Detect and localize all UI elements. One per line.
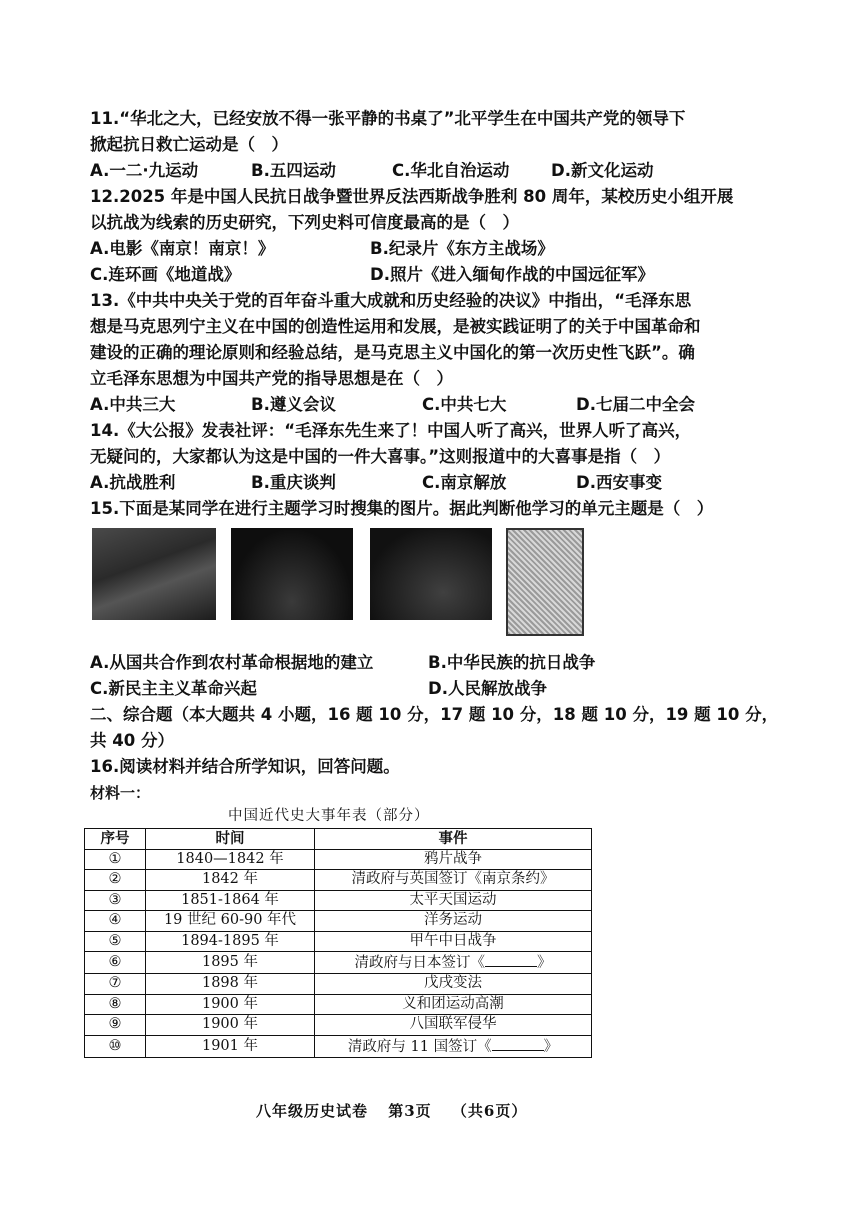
table-row xyxy=(85,890,592,911)
table-row xyxy=(85,952,592,974)
row-no: ⑥ xyxy=(85,952,146,974)
q14-option-a[interactable]: A.抗战胜利 xyxy=(90,473,176,492)
material-one-label: 材料一： xyxy=(90,784,151,802)
row-time: 19 世纪 60-90 年代 xyxy=(146,911,315,932)
q12-stem-line2: 以抗战为线索的历史研究，下列史料可信度最高的是（ ） xyxy=(90,213,519,232)
q13-stem-line4: 立毛泽东思想为中国共产党的指导思想是在（ ） xyxy=(90,369,453,388)
q12-stem-line1: 12.2025 年是中国人民抗日战争暨世界反法西斯战争胜利 80 周年，某校历史小组开展 xyxy=(90,187,734,206)
row-event: 鸦片战争 xyxy=(315,849,592,870)
table-title: 中国近代史大事年表（部分） xyxy=(228,808,430,824)
q15-option-b[interactable]: B.中华民族的抗日战争 xyxy=(428,653,596,672)
table-row xyxy=(85,849,592,870)
row-time: 1901 年 xyxy=(146,1035,315,1057)
row-event: 八国联军侵华 xyxy=(315,1015,592,1036)
row-time: 1900 年 xyxy=(146,1015,315,1036)
row-event: 太平天国运动 xyxy=(315,890,592,911)
table-row xyxy=(85,911,592,932)
row-event-fill-in xyxy=(315,1035,592,1057)
row-time: 1900 年 xyxy=(146,994,315,1015)
q12-option-a[interactable]: A.电影《南京！南京！》 xyxy=(90,239,275,258)
table-header-row xyxy=(85,829,592,850)
q13-option-b[interactable]: B.遵义会议 xyxy=(251,395,336,414)
q11-option-b[interactable]: B.五四运动 xyxy=(251,161,336,180)
table-row xyxy=(85,1015,592,1036)
q16-stem: 16.阅读材料并结合所学知识，回答问题。 xyxy=(90,757,400,776)
q12-option-d[interactable]: D.照片《进入缅甸作战的中国远征军》 xyxy=(370,265,654,284)
q15-stem-line1: 15.下面是某同学在进行主题学习时搜集的图片。据此判断他学习的单元主题是（ ） xyxy=(90,499,714,518)
row-no: ⑦ xyxy=(85,974,146,995)
row-no: ② xyxy=(85,870,146,891)
table-row xyxy=(85,931,592,952)
q13-option-d[interactable]: D.七届二中全会 xyxy=(576,395,695,414)
q14-option-d[interactable]: D.西安事变 xyxy=(576,473,662,492)
q15-photo-1 xyxy=(92,528,216,620)
q13-stem-line2: 想是马克思列宁主义在中国的创造性运用和发展，是被实践证明了的关于中国革命和 xyxy=(90,317,701,336)
table-row xyxy=(85,994,592,1015)
row-time: 1842 年 xyxy=(146,870,315,891)
row-event: 洋务运动 xyxy=(315,911,592,932)
footer-total: （共6页） xyxy=(451,1102,528,1120)
q14-option-c[interactable]: C.南京解放 xyxy=(422,473,507,492)
q14-stem-line2: 无疑问的，大家都认为这是中国的一件大喜事。”这则报道中的大喜事是指（ ） xyxy=(90,447,671,466)
event-suffix: 》 xyxy=(537,955,552,971)
row-time: 1895 年 xyxy=(146,952,315,974)
q13-option-a[interactable]: A.中共三大 xyxy=(90,395,176,414)
header-time: 时间 xyxy=(146,829,315,850)
row-time: 1851-1864 年 xyxy=(146,890,315,911)
row-event-fill-in xyxy=(315,952,592,974)
q11-option-d[interactable]: D.新文化运动 xyxy=(551,161,654,180)
row-no: ⑤ xyxy=(85,931,146,952)
q15-photo-3 xyxy=(370,528,492,620)
answer-blank[interactable] xyxy=(492,1036,544,1051)
header-event: 事件 xyxy=(315,829,592,850)
section2-heading-line2: 共 40 分） xyxy=(90,731,174,750)
event-prefix: 清政府与日本签订《 xyxy=(354,955,485,971)
q15-photo-2 xyxy=(231,528,353,620)
answer-blank[interactable] xyxy=(485,952,537,967)
q15-option-c[interactable]: C.新民主主义革命兴起 xyxy=(90,679,257,698)
q11-stem-line2: 掀起抗日救亡运动是（ ） xyxy=(90,135,288,154)
row-no: ⑩ xyxy=(85,1035,146,1057)
event-prefix: 清政府与 11 国签订《 xyxy=(347,1038,492,1055)
table-row xyxy=(85,974,592,995)
footer-subject: 八年级历史试卷 xyxy=(256,1102,369,1120)
q13-stem-line3: 建设的正确的理论原则和经验总结，是马克思主义中国化的第一次历史性飞跃”。确 xyxy=(90,343,695,362)
row-time: 1894-1895 年 xyxy=(146,931,315,952)
q12-option-b[interactable]: B.纪录片《东方主战场》 xyxy=(370,239,554,258)
q14-stem-line1: 14.《大公报》发表社评：“毛泽东先生来了！中国人听了高兴，世界人听了高兴， xyxy=(90,421,692,440)
q15-option-d[interactable]: D.人民解放战争 xyxy=(428,679,547,698)
q11-option-c[interactable]: C.华北自治运动 xyxy=(392,161,510,180)
row-event: 义和团运动高潮 xyxy=(315,994,592,1015)
row-event: 清政府与英国签订《南京条约》 xyxy=(315,870,592,891)
row-time: 1898 年 xyxy=(146,974,315,995)
q13-stem-line1: 13.《中共中央关于党的百年奋斗重大成就和历史经验的决议》中指出，“毛泽东思 xyxy=(90,291,692,310)
q11-option-a[interactable]: A.一二·九运动 xyxy=(90,161,199,180)
q12-option-c[interactable]: C.连环画《地道战》 xyxy=(90,265,241,284)
row-no: ⑧ xyxy=(85,994,146,1015)
row-no: ⑨ xyxy=(85,1015,146,1036)
q11-stem-line1: 11.“华北之大，已经安放不得一张平静的书桌了”北平学生在中国共产党的领导下 xyxy=(90,109,686,128)
event-suffix: 》 xyxy=(543,1038,559,1055)
page-footer xyxy=(256,1100,541,1121)
row-time: 1840—1842 年 xyxy=(146,849,315,870)
section2-heading-line1: 二、综合题（本大题共 4 小题，16 题 10 分，17 题 10 分，18 题 10 分，19 题 10 分， xyxy=(90,705,779,724)
header-no: 序号 xyxy=(85,829,146,850)
events-table xyxy=(84,828,592,1058)
footer-page: 第3页 xyxy=(388,1102,432,1120)
row-no: ① xyxy=(85,849,146,870)
table-row xyxy=(85,1035,592,1057)
row-no: ④ xyxy=(85,911,146,932)
table-row xyxy=(85,870,592,891)
q15-option-a[interactable]: A.从国共合作到农村革命根据地的建立 xyxy=(90,653,374,672)
row-event: 戊戌变法 xyxy=(315,974,592,995)
q13-option-c[interactable]: C.中共七大 xyxy=(422,395,507,414)
row-event: 甲午中日战争 xyxy=(315,931,592,952)
q14-option-b[interactable]: B.重庆谈判 xyxy=(251,473,336,492)
q15-map-image xyxy=(506,528,584,636)
row-no: ③ xyxy=(85,890,146,911)
